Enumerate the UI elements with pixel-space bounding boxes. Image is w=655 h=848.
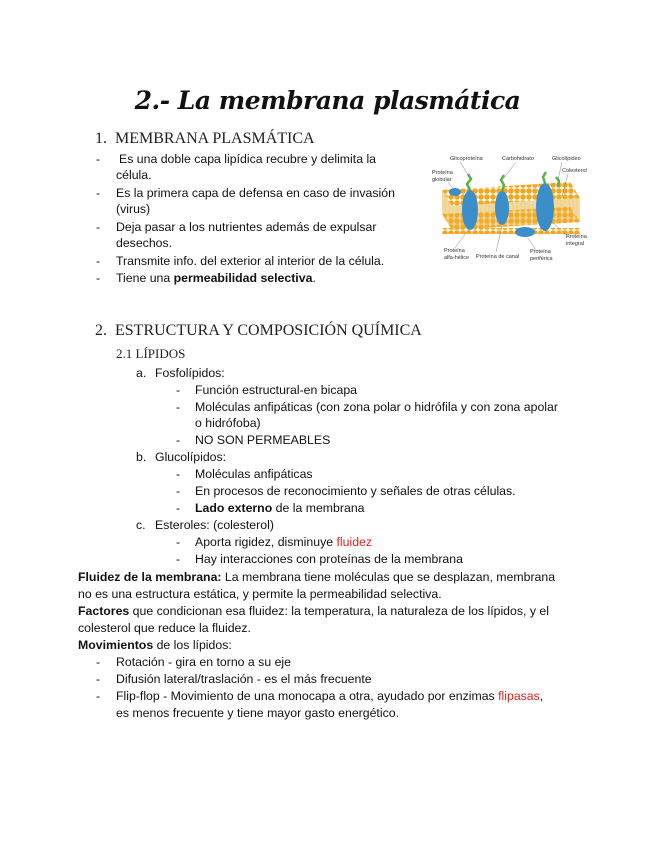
fosfolipidos-title: Fosfolípidos:	[155, 366, 225, 380]
label-proteina-integral-2: integral	[566, 241, 585, 247]
bullet-text: Es una doble capa lipídica recubre y delimita la	[119, 152, 377, 166]
bullet-dash: -	[96, 254, 101, 268]
section-2-number: 2.	[95, 322, 107, 339]
list-item: Moléculas anfipáticas	[195, 467, 313, 481]
list-item: Rotación - gira en torno a su eje	[116, 655, 291, 669]
list-item: Flip-flop - Movimiento de una monocapa a otra, ayudado por enzimas flipasas,	[116, 689, 544, 703]
movimientos-heading: Movimientos de los lípidos:	[78, 638, 232, 652]
flipasas-highlight: flipasas	[498, 689, 540, 703]
membrane-diagram	[430, 152, 590, 264]
movimientos-label: Movimientos	[78, 638, 154, 652]
label-proteina-alfa-1: Proteína	[444, 248, 465, 254]
bullet-text: Tiene una permeabilidad selectiva.	[116, 271, 316, 285]
bullet-text: Deja pasar a los nutrientes además de expulsar	[116, 220, 377, 234]
bullet-text: Transmite info. del exterior al interior de la célula.	[116, 254, 385, 268]
label-proteina-canal: Proteína de canal	[476, 254, 520, 260]
label-carbohidrato: Carbohidrato	[502, 156, 534, 162]
label-proteina-periferica-1: Proteína	[530, 249, 551, 255]
bullet-dash: -	[176, 467, 181, 481]
fluidez-label: Fluidez de la membrana:	[78, 570, 222, 584]
list-item: NO SON PERMEABLES	[195, 433, 331, 447]
esteroles-title: Esteroles: (colesterol)	[155, 518, 274, 532]
permeabilidad-selectiva: permeabilidad selectiva	[173, 271, 313, 285]
section-2-title: ESTRUCTURA Y COMPOSICIÓN QUÍMICA	[115, 322, 422, 339]
bullet-dash: -	[176, 552, 181, 566]
bullet-dash: -	[96, 689, 101, 703]
list-item: Difusión lateral/traslación - es el más frecuente	[116, 672, 372, 686]
label-colesterol: Colesterol	[562, 168, 587, 174]
factores-label: Factores	[78, 604, 130, 618]
list-label-b: b.	[136, 450, 147, 464]
bullet-dash: -	[176, 400, 181, 414]
label-proteina-integral-1: Proteína	[566, 234, 587, 240]
list-item: Lado externo de la membrana	[195, 501, 365, 515]
bullet-dash: -	[176, 484, 181, 498]
factores-paragraph-line-2: colesterol que reduce la fluidez.	[78, 621, 251, 635]
bullet-dash: -	[176, 501, 181, 515]
membrane-illustration	[430, 152, 590, 264]
section-1-heading	[95, 131, 315, 147]
label-glicoproteina: Glicoproteína	[450, 156, 483, 162]
bullet-text: Es la primera capa de defensa en caso de invasión	[116, 186, 395, 200]
fluidez-paragraph-line-2: no es una estructura estática, y permite la permeabilidad selectiva.	[78, 587, 442, 601]
bullet-dash: -	[96, 271, 101, 285]
label-proteina-globular-2: globular	[432, 177, 452, 183]
bullet-text: (virus)	[116, 202, 151, 216]
list-item: Hay interacciones con proteínas de la membrana	[195, 552, 463, 566]
bullet-dash: -	[96, 220, 101, 234]
fluidez-paragraph-line-1: Fluidez de la membrana: La membrana tiene moléculas que se desplazan, membrana	[78, 570, 556, 584]
list-label-a: a.	[136, 366, 147, 380]
section-1-number: 1.	[95, 130, 107, 147]
section-1-title: MEMBRANA PLASMÁTICA	[115, 130, 315, 147]
bullet-dash: -	[96, 655, 101, 669]
label-glicolipido: Glicolípideo	[552, 156, 581, 162]
list-item: En procesos de reconocimiento y señales de otras células.	[195, 484, 516, 498]
label-proteina-globular-1: Proteína	[432, 170, 453, 176]
subsection-lipidos: 2.1 LÍPIDOS	[116, 346, 186, 361]
lado-externo: Lado externo	[195, 501, 273, 515]
list-item: o hidrófoba)	[195, 416, 261, 430]
list-label-c: c.	[136, 518, 146, 532]
bullet-dash: -	[96, 152, 101, 166]
list-item: Función estructural-en bicapa	[195, 383, 357, 397]
label-proteina-periferica-2: periférica	[530, 256, 553, 262]
list-item: es menos frecuente y tiene mayor gasto energético.	[116, 706, 399, 720]
fluidez-highlight: fluidez	[336, 535, 373, 549]
glucolipidos-title: Glucolípidos:	[155, 450, 227, 464]
bullet-dash: -	[176, 383, 181, 397]
list-item: Moléculas anfipáticas (con zona polar o hidrófila y con zona apolar	[195, 400, 558, 414]
bullet-dash: -	[176, 433, 181, 447]
bullet-dash: -	[96, 672, 101, 686]
bullet-text: desechos.	[116, 236, 173, 250]
section-2-heading	[95, 323, 422, 339]
factores-paragraph-line-1: Factores que condicionan esa fluidez: la temperatura, la naturaleza de los lípidos, y el	[78, 604, 549, 618]
page-title: 2.- La membrana plasmática	[134, 86, 521, 115]
list-item: Aporta rigidez, disminuye fluidez	[195, 535, 373, 549]
label-proteina-alfa-2: alfa-hélice	[444, 255, 470, 261]
bullet-text: célula.	[116, 168, 152, 182]
bullet-dash: -	[96, 186, 101, 200]
bullet-dash: -	[176, 535, 181, 549]
